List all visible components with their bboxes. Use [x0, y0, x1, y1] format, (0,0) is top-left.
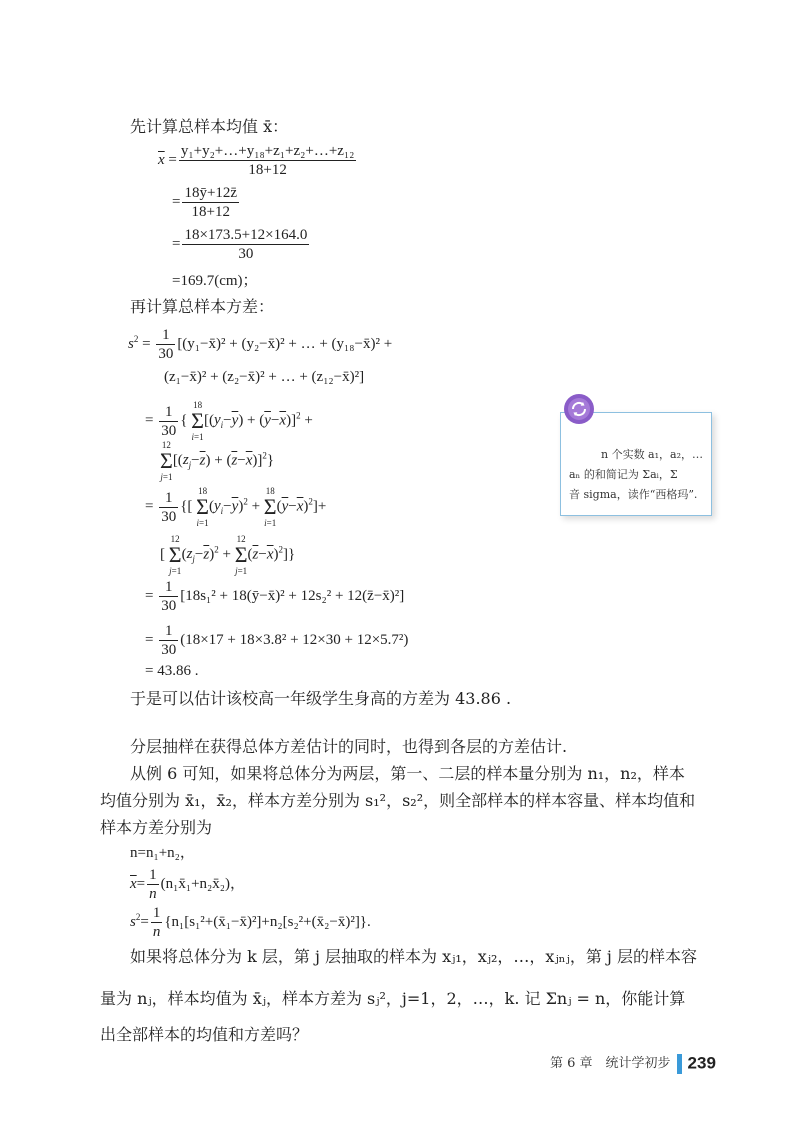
var-step-4: = $\frac{1}{30}$ [18s₁² + 18(ȳ−x̄)² + 12s₂² + 12(z̄−x̄)²] [145, 579, 405, 614]
formula-var: $s^2=$ $\frac{1}{n}$ {n₁[s₁²+(x̄₁−x̄)²]+n₂[s₂²+(x̄₂−x̄)²]}. [130, 905, 371, 940]
chapter-label: 第 6 章 统计学初步 [550, 1056, 671, 1071]
mean-step-1-num: y₁+y₂+…+y₁₈+z₁+z₂+…+z₁₂ [180, 143, 355, 159]
mean-step-2-num: 18ȳ+12z̄ [184, 185, 238, 201]
mean-step-3-den: 30 [238, 246, 254, 262]
mean-step-1-den: 18+12 [248, 162, 287, 178]
mean-step-3: = $\frac{18\times 173.5+12\times 164.0}{30}$ [172, 227, 308, 262]
formula-n: n=n₁+n₂， [130, 845, 195, 861]
intro-var: 再计算总样本方差： [130, 297, 275, 316]
mean-step-2-den: 18+12 [191, 204, 231, 220]
paragraph-2-line-1: 从例 6 可知，如果将总体分为两层，第一、二层的样本量分别为 n₁，n₂，样本 [130, 764, 685, 783]
note-line-3: 音 sigma，读作“西格玛”. [569, 488, 698, 501]
note-line-1: n 个实数 a₁，a₂，… [600, 448, 703, 461]
paragraph-1: 分层抽样在获得总体方差估计的同时，也得到各层的方差估计. [130, 737, 568, 756]
paragraph-3-line-3: 出全部样本的均值和方差吗？ [100, 1025, 309, 1044]
mean-step-2: = $\frac{18ȳ+12z̄}{18+12}$ [172, 185, 238, 220]
var-step-1b: (z₁−x̄)² + (z₂−x̄)² + … + (z₁₂−x̄)²] [164, 369, 365, 385]
formula-mean-text: (n₁x̄₁+n₂x̄₂)， [160, 875, 246, 892]
var-step-2a: = $\frac{1}{30}$ { 18 Σ $i=1[(y_i-\overline{y}) + (\overline{y}-\overline{x})]^2$ + [145, 400, 313, 442]
paragraph-3-line-2: 量为 nⱼ，样本均值为 x̄ⱼ，样本方差为 sⱼ²，j=1，2，…，k. 记 Σnⱼ = n，你能计算 [100, 989, 686, 1008]
refresh-badge-icon [562, 392, 596, 426]
mean-step-3-num: 18×173.5+12×164.0 [184, 227, 308, 243]
formula-mean: $\overline{x}=$ $\frac{1}{n}$ (n₁x̄₁+n₂x̄₂)， [130, 867, 246, 902]
var-step-5-text: (18×17 + 18×3.8² + 12×30 + 12×5.7²) [180, 631, 409, 648]
var-step-1a-text: [(y₁−x̄)² + (y₂−x̄)² + … + (y₁₈−x̄)² + [177, 335, 393, 352]
paragraph-2-line-2: 均值分别为 x̄₁，x̄₂，样本方差分别为 s₁²，s₂²，则全部样本的样本容量、样本均值和 [100, 791, 696, 810]
var-step-6: = 43.86 . [145, 663, 199, 679]
mean-step-4: =169.7(cm)； [172, 273, 258, 289]
footer-divider [677, 1054, 682, 1074]
paragraph-3-line-1: 如果将总体分为 k 层，第 j 层抽取的样本为 xⱼ₁，xⱼ₂，…，xⱼₙⱼ，第 j 层的样本容 [130, 947, 697, 966]
note-line-2: aₙ 的和简记为 Σaᵢ，Σ [569, 468, 678, 481]
var-step-3a: = $\frac{1}{30}$ {[ 18 Σ $i=1(y_i-\overline{y})^2 + 18$ Σ $i=1(\overline{y}-\overline{x})^2]+$ [145, 486, 327, 528]
paragraph-2-line-3: 样本方差分别为 [100, 818, 213, 837]
formula-var-text: {n₁[s₁²+(x̄₁−x̄)²]+n₂[s₂²+(x̄₂−x̄)²]}. [164, 913, 371, 930]
var-step-1a: $s^2$ = $\frac{1}{30}$ [(y₁−x̄)² + (y₂−x̄)² + … + (y₁₈−x̄)² + [128, 327, 393, 362]
mean-step-1: $\overline{x}$ = $\frac{\text{y₁+y₂+…+y₁₈+z₁+z₂+…+z₁₂}}{18+12}$ [158, 143, 355, 178]
var-step-2b: 12 Σ $j=1[(z_j-\overline{z}) + (\overline{z}-\overline{x})]^2$} [160, 440, 275, 482]
page-footer [550, 1052, 716, 1074]
var-step-3b: [ 12 Σ $j=1(z_j-\overline{z})^2 + 12$ Σ $j=1(\overline{z}-\overline{x})^2$]} [160, 534, 296, 576]
sigma-side-note [560, 412, 712, 516]
var-step-4-text: [18s₁² + 18(ȳ−x̄)² + 12s₂² + 12(z̄−x̄)²] [180, 587, 405, 604]
var-step-5: = $\frac{1}{30}$ (18×17 + 18×3.8² + 12×30 + 12×5.7²) [145, 623, 409, 658]
conclusion: 于是可以估计该校高一年级学生身高的方差为 43.86 . [130, 689, 512, 708]
page-number: 239 [687, 1053, 716, 1073]
intro-mean: 先计算总样本均值 x̄： [130, 117, 289, 136]
